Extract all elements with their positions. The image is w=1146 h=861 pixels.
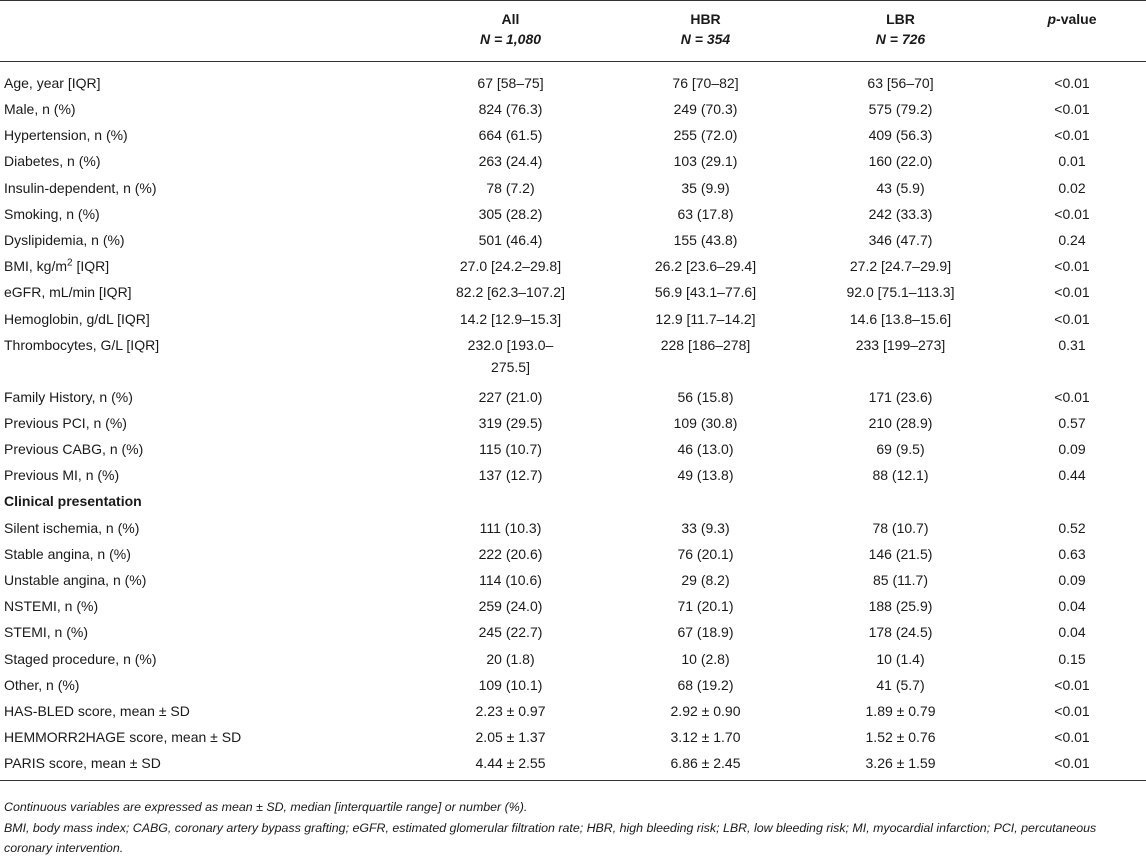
cell-hbr: 10 (2.8) bbox=[681, 650, 730, 667]
cell-hbr: 103 (29.1) bbox=[673, 153, 738, 170]
cell-p-value: <0.01 bbox=[1054, 702, 1090, 719]
cell-lbr: 88 (12.1) bbox=[872, 467, 929, 484]
row-label: Silent ischemia, n (%) bbox=[4, 519, 140, 536]
row-label: Hemoglobin, g/dL [IQR] bbox=[4, 310, 150, 327]
row-label: Stable angina, n (%) bbox=[4, 545, 131, 562]
cell-p-value: <0.01 bbox=[1054, 101, 1090, 117]
row-label: Previous PCI, n (%) bbox=[4, 414, 127, 431]
cell-lbr: 346 (47.7) bbox=[868, 231, 933, 248]
header-hbr bbox=[608, 1, 803, 62]
row-label: Unstable angina, n (%) bbox=[4, 572, 147, 588]
cell-hbr: 33 (9.3) bbox=[681, 519, 730, 536]
cell-p-value: <0.01 bbox=[1054, 388, 1090, 405]
cell-all: 263 (24.4) bbox=[478, 153, 543, 170]
table-row bbox=[0, 541, 1146, 567]
section-row bbox=[0, 488, 1146, 514]
cell-hbr: 76 (20.1) bbox=[677, 545, 734, 562]
cell-all: 2.23 ± 0.97 bbox=[475, 702, 546, 719]
cell-lbr: 160 (22.0) bbox=[868, 153, 933, 170]
cell-lbr: 43 (5.9) bbox=[876, 179, 925, 196]
cell-hbr: 46 (13.0) bbox=[677, 441, 734, 458]
cell-hbr: 155 (43.8) bbox=[673, 231, 738, 248]
table-row bbox=[0, 515, 1146, 541]
table-row bbox=[0, 462, 1146, 488]
header-hbr-n: N = 354 bbox=[680, 31, 731, 47]
table-row bbox=[0, 306, 1146, 332]
table-row bbox=[0, 436, 1146, 462]
cell-lbr: 575 (79.2) bbox=[868, 101, 933, 117]
cell-p-value: <0.01 bbox=[1054, 310, 1090, 327]
cell-lbr: 92.0 [75.1–113.3] bbox=[846, 284, 955, 301]
table-body bbox=[0, 62, 1146, 781]
cell-hbr: 63 (17.8) bbox=[677, 205, 734, 222]
cell-p-value: <0.01 bbox=[1054, 284, 1090, 301]
cell-lbr: 409 (56.3) bbox=[868, 127, 933, 144]
table-row bbox=[0, 332, 1146, 384]
table-row bbox=[0, 646, 1146, 672]
cell-all: 319 (29.5) bbox=[478, 414, 543, 431]
cell-hbr: 228 [186–278] bbox=[660, 336, 751, 353]
table-row bbox=[0, 96, 1146, 122]
table-row bbox=[0, 62, 1146, 97]
row-label bbox=[0, 253, 413, 279]
cell-all bbox=[413, 332, 608, 384]
cell-p-value: <0.01 bbox=[1054, 75, 1090, 91]
row-label: Staged procedure, n (%) bbox=[4, 650, 157, 667]
cell-p-value: 0.01 bbox=[1058, 153, 1086, 170]
cell-all: 664 (61.5) bbox=[478, 127, 543, 144]
footnote-continuous-variables: Continuous variables are expressed as mean ± SD, median [interquartile range] or number (%). bbox=[4, 800, 528, 814]
cell-all: 114 (10.6) bbox=[479, 572, 542, 588]
row-label: Family History, n (%) bbox=[4, 388, 133, 405]
table-row bbox=[0, 279, 1146, 305]
table-row bbox=[0, 148, 1146, 174]
table-row bbox=[0, 724, 1146, 750]
cell-lbr: 3.26 ± 1.59 bbox=[803, 750, 998, 780]
cell-all: 227 (21.0) bbox=[478, 388, 543, 405]
header-lbr-title: LBR bbox=[886, 11, 915, 27]
cell-all-line2: 275.5] bbox=[491, 358, 530, 375]
bmi-label-a: BMI, kg/m bbox=[4, 258, 68, 275]
table-row bbox=[0, 227, 1146, 253]
cell-all: 501 (46.4) bbox=[478, 231, 543, 248]
cell-p-value: 0.09 bbox=[1058, 441, 1086, 458]
header-all bbox=[413, 1, 608, 62]
cell-lbr: 146 (21.5) bbox=[868, 545, 933, 562]
cell-p-value: 0.44 bbox=[1058, 467, 1086, 484]
row-label: Previous MI, n (%) bbox=[4, 467, 120, 484]
cell-p-value: 0.52 bbox=[1058, 519, 1086, 536]
cell-lbr: 188 (25.9) bbox=[868, 598, 933, 615]
cell-p-value: <0.01 bbox=[1054, 676, 1090, 693]
cell-lbr: 242 (33.3) bbox=[868, 205, 933, 222]
cell-all: 137 (12.7) bbox=[478, 467, 543, 484]
header-lbr-n: N = 726 bbox=[875, 31, 926, 47]
cell-all: 109 (10.1) bbox=[478, 676, 543, 693]
cell-lbr: 1.89 ± 0.79 bbox=[865, 702, 936, 719]
cell-p-value: 0.04 bbox=[1058, 624, 1086, 641]
cell-all: 20 (1.8) bbox=[486, 650, 535, 667]
cell-all: 4.44 ± 2.55 bbox=[413, 750, 608, 780]
row-label: HEMMORR2HAGE score, mean ± SD bbox=[4, 729, 242, 746]
cell-lbr: 14.6 [13.8–15.6] bbox=[849, 310, 952, 327]
table-row bbox=[0, 201, 1146, 227]
cell-p-value: <0.01 bbox=[998, 750, 1146, 780]
cell-all: 78 (7.2) bbox=[486, 179, 535, 196]
header-all-n: N = 1,080 bbox=[479, 31, 542, 47]
cell-all: 14.2 [12.9–15.3] bbox=[459, 310, 562, 327]
cell-all: 67 [58–75] bbox=[477, 75, 544, 91]
cell-lbr: 10 (1.4) bbox=[876, 650, 925, 667]
cell-hbr: 2.92 ± 0.90 bbox=[670, 702, 741, 719]
row-label: Smoking, n (%) bbox=[4, 205, 100, 222]
cell-p-value: 0.02 bbox=[1058, 179, 1086, 196]
footnote-abbreviations: BMI, body mass index; CABG, coronary artery bypass grafting; eGFR, estimated glomerular filtration rate; HBR, high bleeding risk; LBR, low bleeding risk; MI, myocardial infarction; PCI, percutaneous coronary intervention. bbox=[4, 820, 1097, 855]
header-p-value bbox=[998, 1, 1146, 62]
row-label: Dyslipidemia, n (%) bbox=[4, 231, 125, 248]
row-label: Previous CABG, n (%) bbox=[4, 441, 144, 458]
row-label: NSTEMI, n (%) bbox=[4, 598, 99, 615]
cell-hbr: 109 (30.8) bbox=[673, 414, 738, 431]
cell-p-value: <0.01 bbox=[1054, 258, 1090, 275]
cell-p-value: 0.09 bbox=[1058, 572, 1086, 588]
header-blank bbox=[0, 1, 413, 62]
cell-all-line1: 232.0 [193.0– bbox=[467, 336, 554, 353]
cell-all: 305 (28.2) bbox=[478, 205, 543, 222]
cell-p-value: 0.04 bbox=[1058, 598, 1086, 615]
table-row bbox=[0, 410, 1146, 436]
header-p-rest: -value bbox=[1056, 11, 1097, 27]
cell-p-value: <0.01 bbox=[1054, 729, 1090, 746]
table-header bbox=[0, 1, 1146, 62]
cell-hbr: 49 (13.8) bbox=[677, 467, 734, 484]
row-label: Hypertension, n (%) bbox=[4, 127, 128, 144]
cell-hbr: 68 (19.2) bbox=[677, 676, 734, 693]
cell-p-value: <0.01 bbox=[1054, 127, 1090, 144]
table-row bbox=[0, 619, 1146, 645]
cell-all: 2.05 ± 1.37 bbox=[475, 729, 546, 746]
cell-lbr: 63 [56–70] bbox=[867, 75, 934, 91]
table-row bbox=[0, 122, 1146, 148]
cell-lbr: 1.52 ± 0.76 bbox=[865, 729, 936, 746]
cell-all: 259 (24.0) bbox=[478, 598, 543, 615]
cell-all: 245 (22.7) bbox=[478, 624, 543, 641]
cell-p-value: 0.31 bbox=[1058, 336, 1086, 353]
bmi-superscript: 2 bbox=[67, 257, 73, 269]
cell-hbr: 29 (8.2) bbox=[681, 572, 730, 588]
cell-p-value: 0.15 bbox=[1058, 650, 1086, 667]
cell-hbr: 249 (70.3) bbox=[673, 101, 738, 117]
cell-hbr: 6.86 ± 2.45 bbox=[608, 750, 803, 780]
row-label: Thrombocytes, G/L [IQR] bbox=[4, 336, 160, 353]
cell-hbr: 56 (15.8) bbox=[677, 388, 734, 405]
table-row bbox=[0, 672, 1146, 698]
cell-lbr: 69 (9.5) bbox=[876, 441, 925, 458]
cell-hbr: 3.12 ± 1.70 bbox=[670, 729, 741, 746]
bmi-label-b: [IQR] bbox=[72, 258, 110, 275]
cell-all: 824 (76.3) bbox=[478, 101, 543, 117]
table-footnotes bbox=[4, 797, 1142, 859]
cell-hbr: 71 (20.1) bbox=[677, 598, 734, 615]
cell-lbr: 233 [199–273] bbox=[855, 336, 946, 353]
header-p-italic: p bbox=[1047, 11, 1057, 27]
row-label: PARIS score, mean ± SD bbox=[0, 750, 413, 780]
cell-hbr: 76 [70–82] bbox=[672, 75, 739, 91]
table-row bbox=[0, 750, 1146, 780]
row-label: HAS-BLED score, mean ± SD bbox=[4, 702, 190, 719]
row-label: Diabetes, n (%) bbox=[4, 153, 101, 170]
row-label: Insulin-dependent, n (%) bbox=[4, 179, 157, 196]
row-label: Age, year [IQR] bbox=[4, 75, 101, 91]
row-label: eGFR, mL/min [IQR] bbox=[4, 284, 132, 301]
cell-p-value: 0.63 bbox=[1058, 545, 1086, 562]
table-row bbox=[0, 175, 1146, 201]
table-row bbox=[0, 593, 1146, 619]
header-hbr-title: HBR bbox=[690, 11, 721, 27]
cell-p-value: <0.01 bbox=[1054, 205, 1090, 222]
row-label: Male, n (%) bbox=[4, 101, 76, 117]
cell-lbr: 210 (28.9) bbox=[868, 414, 933, 431]
table-row bbox=[0, 698, 1146, 724]
cell-hbr: 255 (72.0) bbox=[673, 127, 738, 144]
cell-all: 222 (20.6) bbox=[478, 545, 543, 562]
row-label: STEMI, n (%) bbox=[4, 624, 89, 641]
cell-p-value: 0.57 bbox=[1058, 414, 1086, 431]
row-label: Other, n (%) bbox=[4, 676, 80, 693]
header-all-title: All bbox=[501, 11, 520, 27]
cell-hbr: 26.2 [23.6–29.4] bbox=[654, 258, 757, 275]
cell-lbr: 41 (5.7) bbox=[876, 676, 925, 693]
cell-all: 27.0 [24.2–29.8] bbox=[459, 258, 562, 275]
cell-hbr: 56.9 [43.1–77.6] bbox=[654, 284, 757, 301]
cell-lbr: 78 (10.7) bbox=[872, 519, 929, 536]
cell-all: 111 (10.3) bbox=[479, 519, 542, 536]
table-row bbox=[0, 253, 1146, 279]
cell-hbr: 35 (9.9) bbox=[681, 179, 730, 196]
cell-hbr: 67 (18.9) bbox=[677, 624, 734, 641]
table-row bbox=[0, 567, 1146, 593]
section-heading-clinical-presentation: Clinical presentation bbox=[4, 493, 142, 510]
table-row bbox=[0, 384, 1146, 410]
cell-hbr: 12.9 [11.7–14.2] bbox=[655, 310, 756, 327]
cell-lbr: 178 (24.5) bbox=[868, 624, 933, 641]
cell-lbr: 27.2 [24.7–29.9] bbox=[849, 258, 952, 275]
cell-p-value: 0.24 bbox=[1058, 231, 1086, 248]
cell-lbr: 85 (11.7) bbox=[873, 572, 928, 588]
cell-all: 115 (10.7) bbox=[479, 441, 542, 458]
cell-lbr: 171 (23.6) bbox=[868, 388, 933, 405]
header-lbr bbox=[803, 1, 998, 62]
cell-all: 82.2 [62.3–107.2] bbox=[456, 284, 565, 301]
